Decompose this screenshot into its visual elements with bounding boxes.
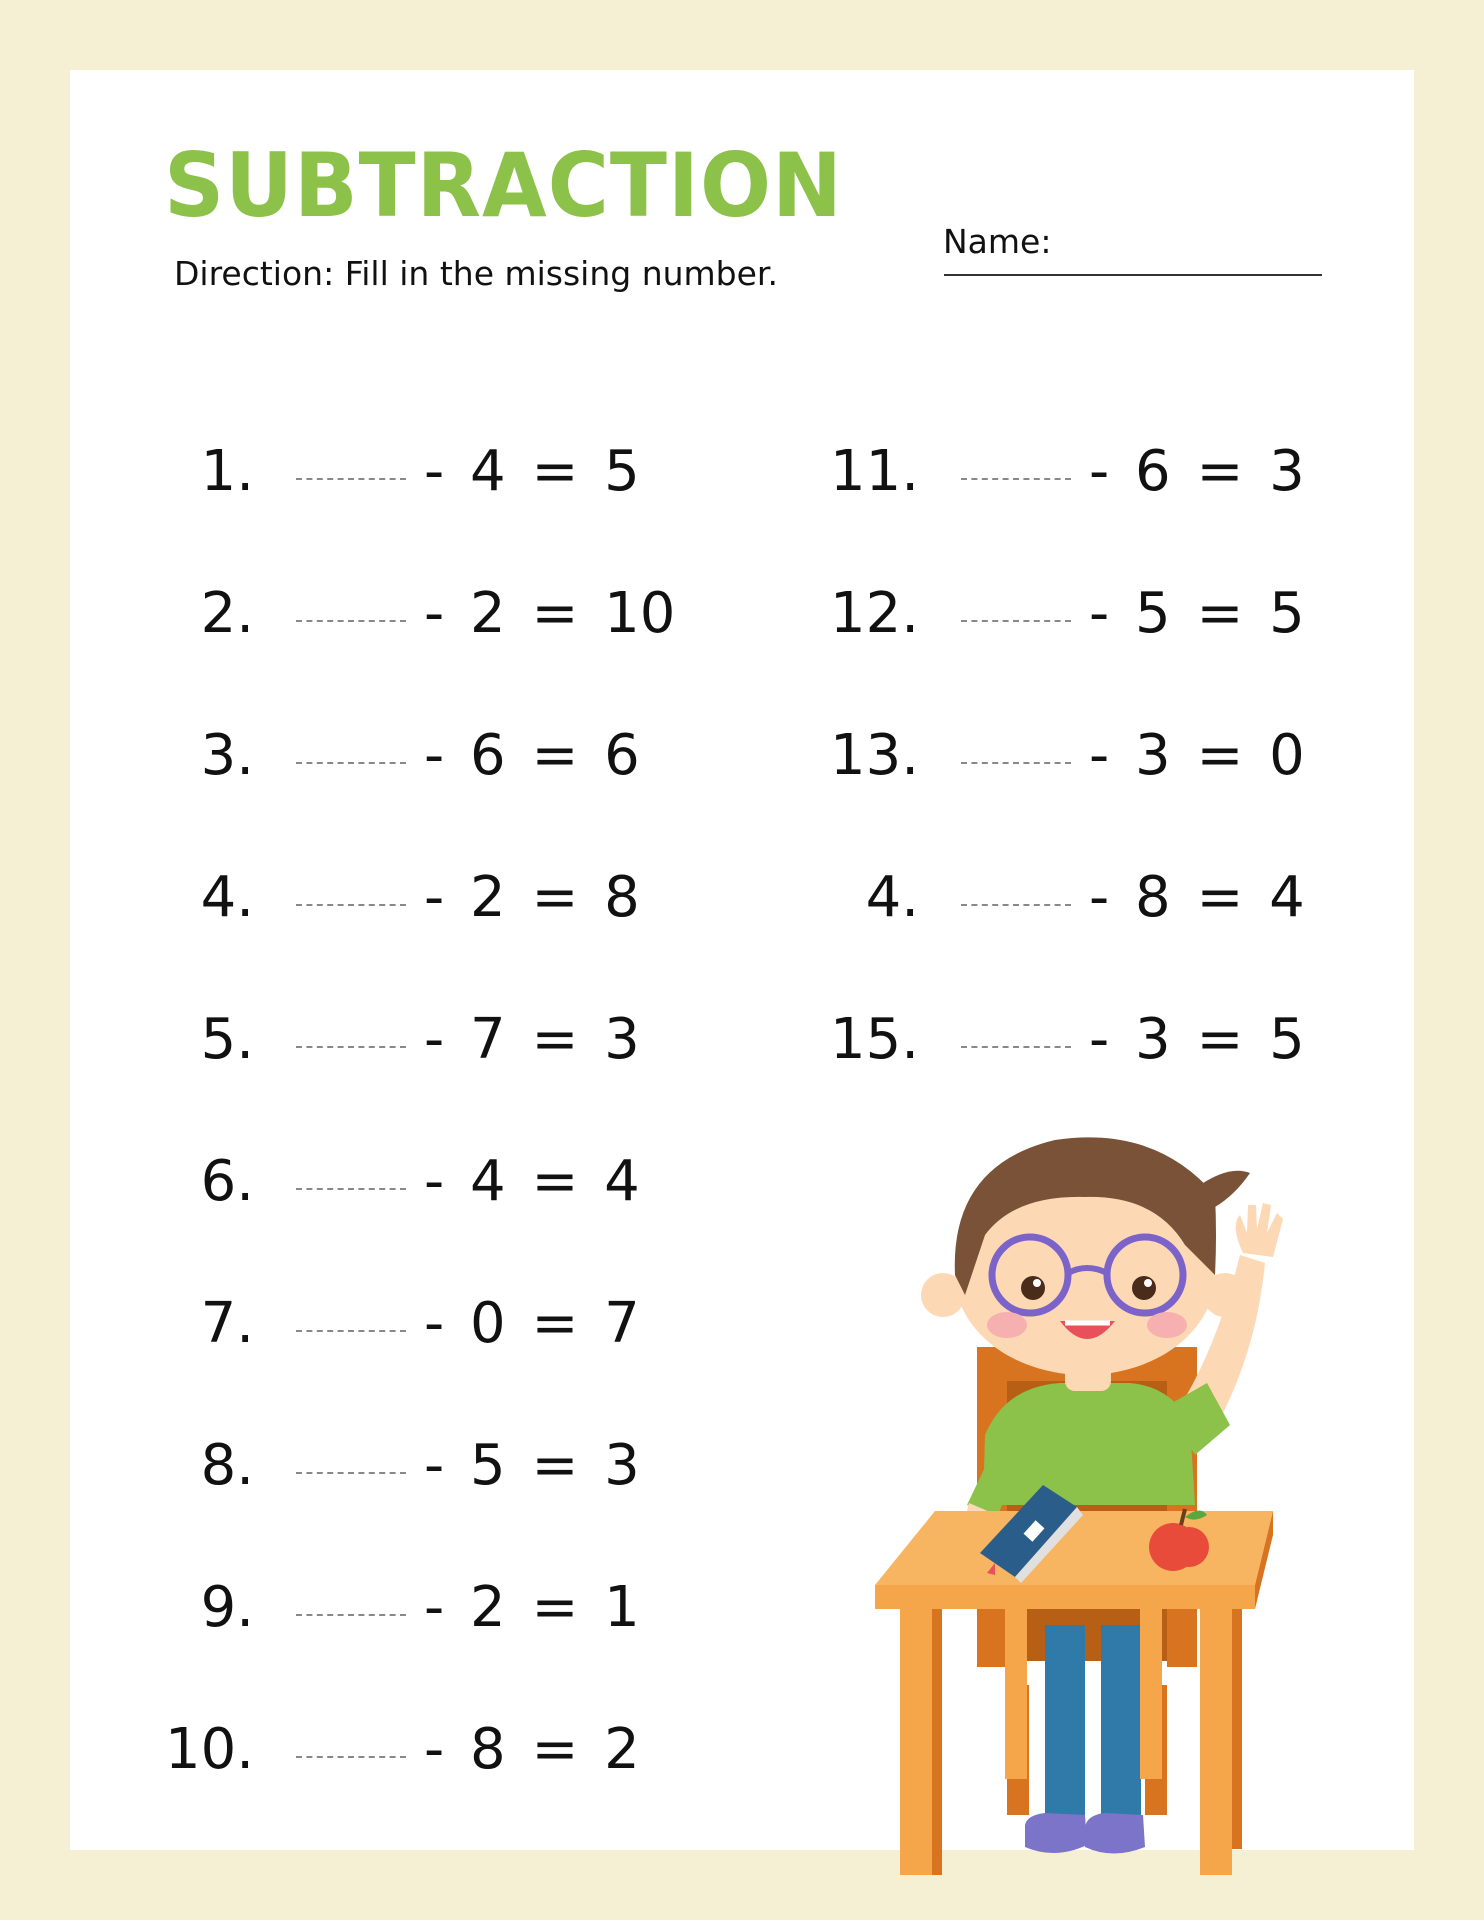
desk-leg-shade [932, 1609, 942, 1875]
right-cheek [1147, 1312, 1187, 1338]
left-pant-leg [1045, 1625, 1085, 1825]
desk-leg [1200, 1609, 1232, 1875]
problem-number: 3. [200, 723, 254, 788]
answer-blank[interactable] [961, 1046, 1071, 1048]
problem-equation: - 8 = 4 [1089, 865, 1305, 930]
answer-blank[interactable] [961, 620, 1071, 622]
answer-blank[interactable] [296, 904, 406, 906]
eye-highlight [1144, 1279, 1152, 1287]
desk-leg [900, 1609, 932, 1875]
answer-blank[interactable] [961, 904, 1071, 906]
problem-number: 12. [829, 581, 919, 646]
desk-leg-back [1140, 1609, 1162, 1779]
right-eye [1132, 1276, 1156, 1300]
problem-number: 4. [865, 865, 919, 930]
name-label: Name: [943, 222, 1052, 261]
problem-equation: - 4 = 5 [424, 439, 640, 504]
problem-equation: - 2 = 10 [424, 581, 676, 646]
right-shoe [1085, 1813, 1145, 1854]
problem-equation: - 2 = 8 [424, 865, 640, 930]
problem-number: 10. [164, 1717, 254, 1782]
left-cheek [987, 1312, 1027, 1338]
answer-blank[interactable] [961, 762, 1071, 764]
direction-text: Direction: Fill in the missing number. [174, 254, 778, 293]
right-pant-leg [1101, 1625, 1141, 1825]
problem-equation: - 5 = 3 [424, 1433, 640, 1498]
student-raising-hand-icon [855, 1125, 1295, 1875]
problem-number: 4. [200, 865, 254, 930]
problem-number: 9. [200, 1575, 254, 1640]
answer-blank[interactable] [296, 1756, 406, 1758]
answer-blank[interactable] [296, 620, 406, 622]
left-eye [1021, 1276, 1045, 1300]
answer-blank[interactable] [296, 1330, 406, 1332]
problem-equation: - 5 = 5 [1089, 581, 1305, 646]
problem-equation: - 7 = 3 [424, 1007, 640, 1072]
problem-equation: - 0 = 7 [424, 1291, 640, 1356]
problem-equation: - 3 = 5 [1089, 1007, 1305, 1072]
name-field-line[interactable] [944, 274, 1322, 276]
problem-number: 15. [829, 1007, 919, 1072]
eye-highlight [1033, 1279, 1041, 1287]
problem-number: 2. [200, 581, 254, 646]
raised-hand [1236, 1203, 1283, 1257]
desk-leg-back [1005, 1609, 1027, 1779]
worksheet-title: SUBTRACTION [164, 134, 843, 237]
problem-number: 8. [200, 1433, 254, 1498]
left-shoe [1025, 1813, 1087, 1853]
problem-number: 13. [829, 723, 919, 788]
problem-number: 5. [200, 1007, 254, 1072]
problem-equation: - 3 = 0 [1089, 723, 1305, 788]
problem-equation: - 6 = 3 [1089, 439, 1305, 504]
answer-blank[interactable] [296, 1614, 406, 1616]
desk-leg-shade [1232, 1609, 1242, 1849]
problem-number: 7. [200, 1291, 254, 1356]
problem-number: 11. [829, 439, 919, 504]
desk-edge [875, 1585, 1255, 1609]
answer-blank[interactable] [296, 1188, 406, 1190]
problem-number: 6. [200, 1149, 254, 1214]
problem-equation: - 2 = 1 [424, 1575, 640, 1640]
problem-equation: - 4 = 4 [424, 1149, 640, 1214]
answer-blank[interactable] [296, 762, 406, 764]
answer-blank[interactable] [296, 1472, 406, 1474]
problem-number: 1. [200, 439, 254, 504]
answer-blank[interactable] [961, 478, 1071, 480]
problem-equation: - 8 = 2 [424, 1717, 640, 1782]
answer-blank[interactable] [296, 1046, 406, 1048]
answer-blank[interactable] [296, 478, 406, 480]
problem-equation: - 6 = 6 [424, 723, 640, 788]
